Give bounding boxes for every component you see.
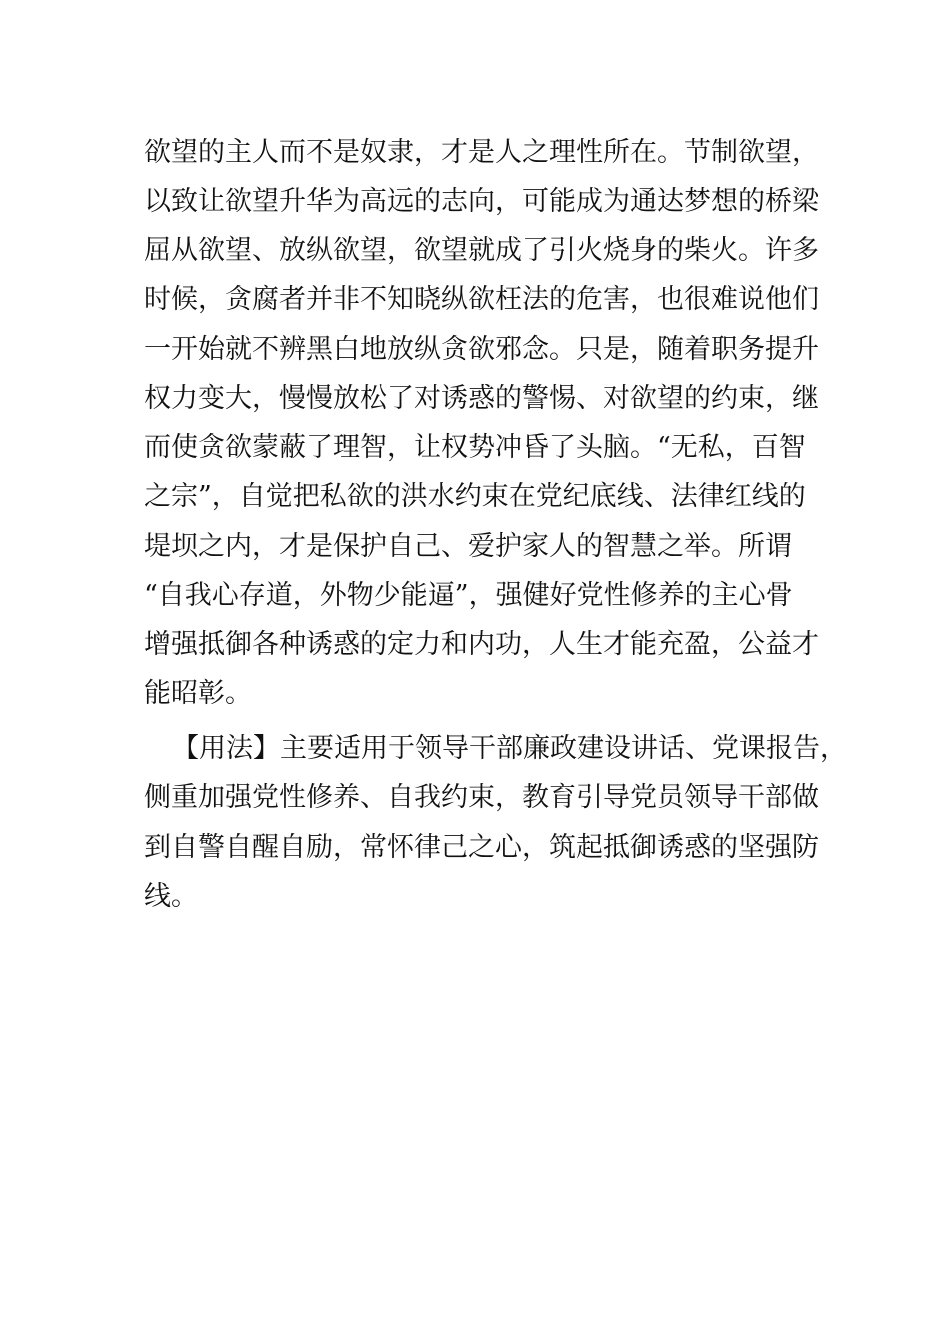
- paragraph-1-line: 欲望的主人而不是奴隶，才是人之理性所在。节制欲望，: [144, 137, 819, 168]
- paragraph-2-line: 【用法】主要适用于领导干部廉政建设讲话、党课报告，: [172, 733, 847, 764]
- paragraph-1-line: 一开始就不辨黑白地放纵贪欲邪念。只是，随着职务提升: [144, 334, 819, 365]
- paragraph-1-line: 能昭彰。: [144, 678, 252, 709]
- paragraph-2-line: 线。: [144, 881, 198, 912]
- paragraph-1-line: 增强抵御各种诱惑的定力和内功，人生才能充盈，公益才: [144, 629, 819, 660]
- paragraph-1-line: 以致让欲望升华为高远的志向，可能成为通达梦想的桥梁: [144, 186, 819, 217]
- paragraph-1-line: “自我心存道，外物少能逼”，强健好党性修养的主心骨: [144, 580, 793, 611]
- paragraph-1-line: 而使贪欲蒙蔽了理智，让权势冲昏了头脑。“无私，百智: [144, 432, 806, 463]
- paragraph-2-line: 侧重加强党性修养、自我约束，教育引导党员领导干部做: [144, 782, 819, 813]
- paragraph-1-line: 屈从欲望、放纵欲望，欲望就成了引火烧身的柴火。许多: [144, 235, 819, 266]
- paragraph-2-line: 到自警自醒自励，常怀律己之心，筑起抵御诱惑的坚强防: [144, 832, 819, 863]
- paragraph-1-line: 堤坝之内，才是保护自己、爱护家人的智慧之举。所谓: [144, 531, 792, 562]
- paragraph-1-line: 时候，贪腐者并非不知晓纵欲枉法的危害，也很难说他们: [144, 284, 819, 315]
- paragraph-1-line: 之宗”，自觉把私欲的洪水约束在党纪底线、法律红线的: [144, 481, 806, 512]
- paragraph-1-line: 权力变大，慢慢放松了对诱惑的警惕、对欲望的约束，继: [144, 383, 819, 414]
